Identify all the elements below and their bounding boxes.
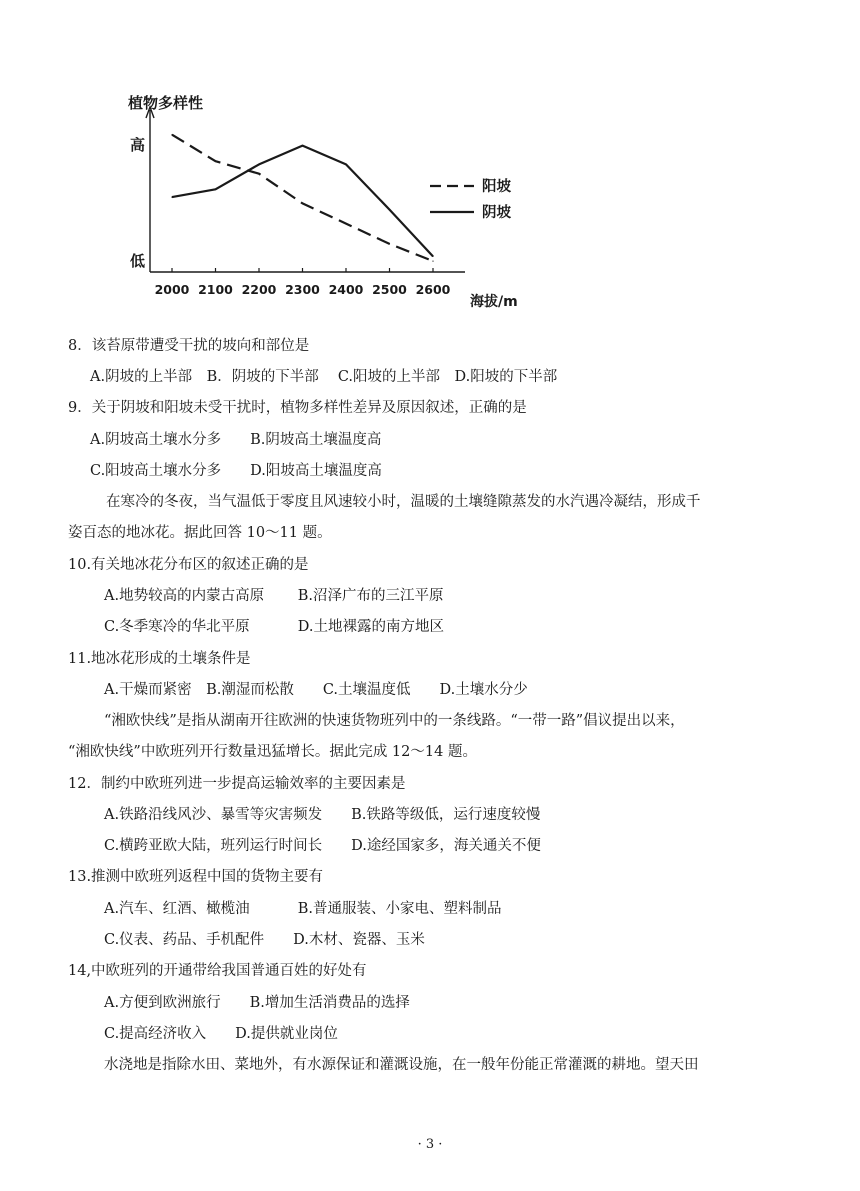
q13-options-ab: A.汽车、红酒、橄榄油 B.普通服装、小家电、塑料制品 — [104, 901, 502, 917]
data-point — [302, 145, 303, 146]
q12-options-cd: C.横跨亚欧大陆，班列运行时间长 D.途经国家多，海关通关不便 — [104, 838, 541, 854]
q10-stem: 10.有关地冰花分布区的叙述正确的是 — [68, 557, 309, 573]
q9-stem: 9．关于阴坡和阳坡未受干扰时，植物多样性差异及原因叙述，正确的是 — [68, 400, 527, 416]
page-number: · 3 · — [417, 1137, 443, 1152]
chart-svg — [110, 88, 550, 320]
data-point — [258, 164, 259, 165]
series-line-sunny — [172, 135, 433, 261]
data-point — [345, 223, 346, 224]
q13-stem: 13.推测中欧班列返程中国的货物主要有 — [68, 869, 324, 885]
x-tick-label: 2500 — [372, 282, 407, 297]
x-tick-label: 2600 — [415, 282, 451, 297]
q10-options-cd: C.冬季寒冷的华北平原 D.土地裸露的南方地区 — [104, 619, 445, 635]
x-tick-label: 2300 — [285, 282, 320, 297]
x-tick-label: 2000 — [154, 282, 190, 297]
q10-options-ab: A.地势较高的内蒙古高原 B.沼泽广布的三江平原 — [104, 588, 444, 604]
passage-train-1: “湘欧快线”是指从湖南开往欧洲的快速货物班列中的一条线路。“一带一路”倡议提出以来， — [104, 713, 685, 729]
data-point — [389, 209, 390, 210]
x-tick-label: 2200 — [241, 282, 277, 297]
q11-stem: 11.地冰花形成的土壤条件是 — [68, 651, 251, 667]
q8-options: A.阴坡的上半部 B．阴坡的下半部 C.阳坡的上半部 D.阳坡的下半部 — [90, 369, 558, 385]
data-point — [345, 164, 346, 165]
q9-options-ab: A.阴坡高土壤水分多 B.阴坡高土壤温度高 — [90, 432, 382, 448]
y-high-label: 高 — [130, 136, 146, 154]
x-axis-title: 海拔/m — [470, 294, 518, 310]
q8-stem: 8．该苔原带遭受干扰的坡向和部位是 — [68, 338, 310, 354]
data-point — [389, 243, 390, 244]
passage-train-2: “湘欧快线”中欧班列开行数量迅猛增长。据此完成 12～14 题。 — [68, 744, 477, 760]
x-tick-label: 2400 — [328, 282, 364, 297]
passage-ice-flower-1: 在寒冷的冬夜，当气温低于零度且风速较小时，温暖的土壤缝隙蒸发的水汽遇冷凝结，形成千 — [106, 494, 701, 510]
y-low-label: 低 — [130, 252, 146, 270]
data-point — [258, 173, 259, 174]
altitude-diversity-chart — [110, 88, 550, 320]
legend-label: 阳坡 — [482, 179, 511, 195]
passage-irrigated-land: 水浇地是指除水田、菜地外，有水源保证和灌溉设施，在一般年份能正常灌溉的耕地。望天田 — [104, 1057, 699, 1073]
q9-options-cd: C.阳坡高土壤水分多 D.阳坡高土壤温度高 — [90, 463, 382, 479]
q14-options-ab: A.方便到欧洲旅行 B.增加生活消费品的选择 — [104, 995, 410, 1011]
data-point — [215, 189, 216, 190]
data-point — [171, 134, 172, 135]
legend-label: 阴坡 — [482, 205, 511, 221]
q13-options-cd: C.仪表、药品、手机配件 D.木材、瓷器、玉米 — [104, 932, 425, 948]
q14-options-cd: C.提高经济收入 D.提供就业岗位 — [104, 1026, 338, 1042]
series-line-shady — [172, 146, 433, 257]
q12-options-ab: A.铁路沿线风沙、暴雪等灾害频发 B.铁路等级低，运行速度较慢 — [104, 807, 541, 823]
y-axis-title: 植物多样性 — [128, 94, 204, 112]
q14-stem: 14,中欧班列的开通带给我国普通百姓的好处有 — [68, 963, 367, 979]
passage-ice-flower-2: 姿百态的地冰花。据此回答 10～11 题。 — [68, 525, 332, 541]
data-point — [215, 161, 216, 162]
data-point — [432, 260, 433, 261]
x-tick-label: 2100 — [198, 282, 233, 297]
data-point — [432, 256, 433, 257]
data-point — [302, 203, 303, 204]
q11-options: A.干燥而紧密 B.潮湿而松散 C.土壤温度低 D.土壤水分少 — [104, 682, 528, 698]
q12-stem: 12．制约中欧班列进一步提高运输效率的主要因素是 — [68, 776, 406, 792]
data-point — [171, 197, 172, 198]
